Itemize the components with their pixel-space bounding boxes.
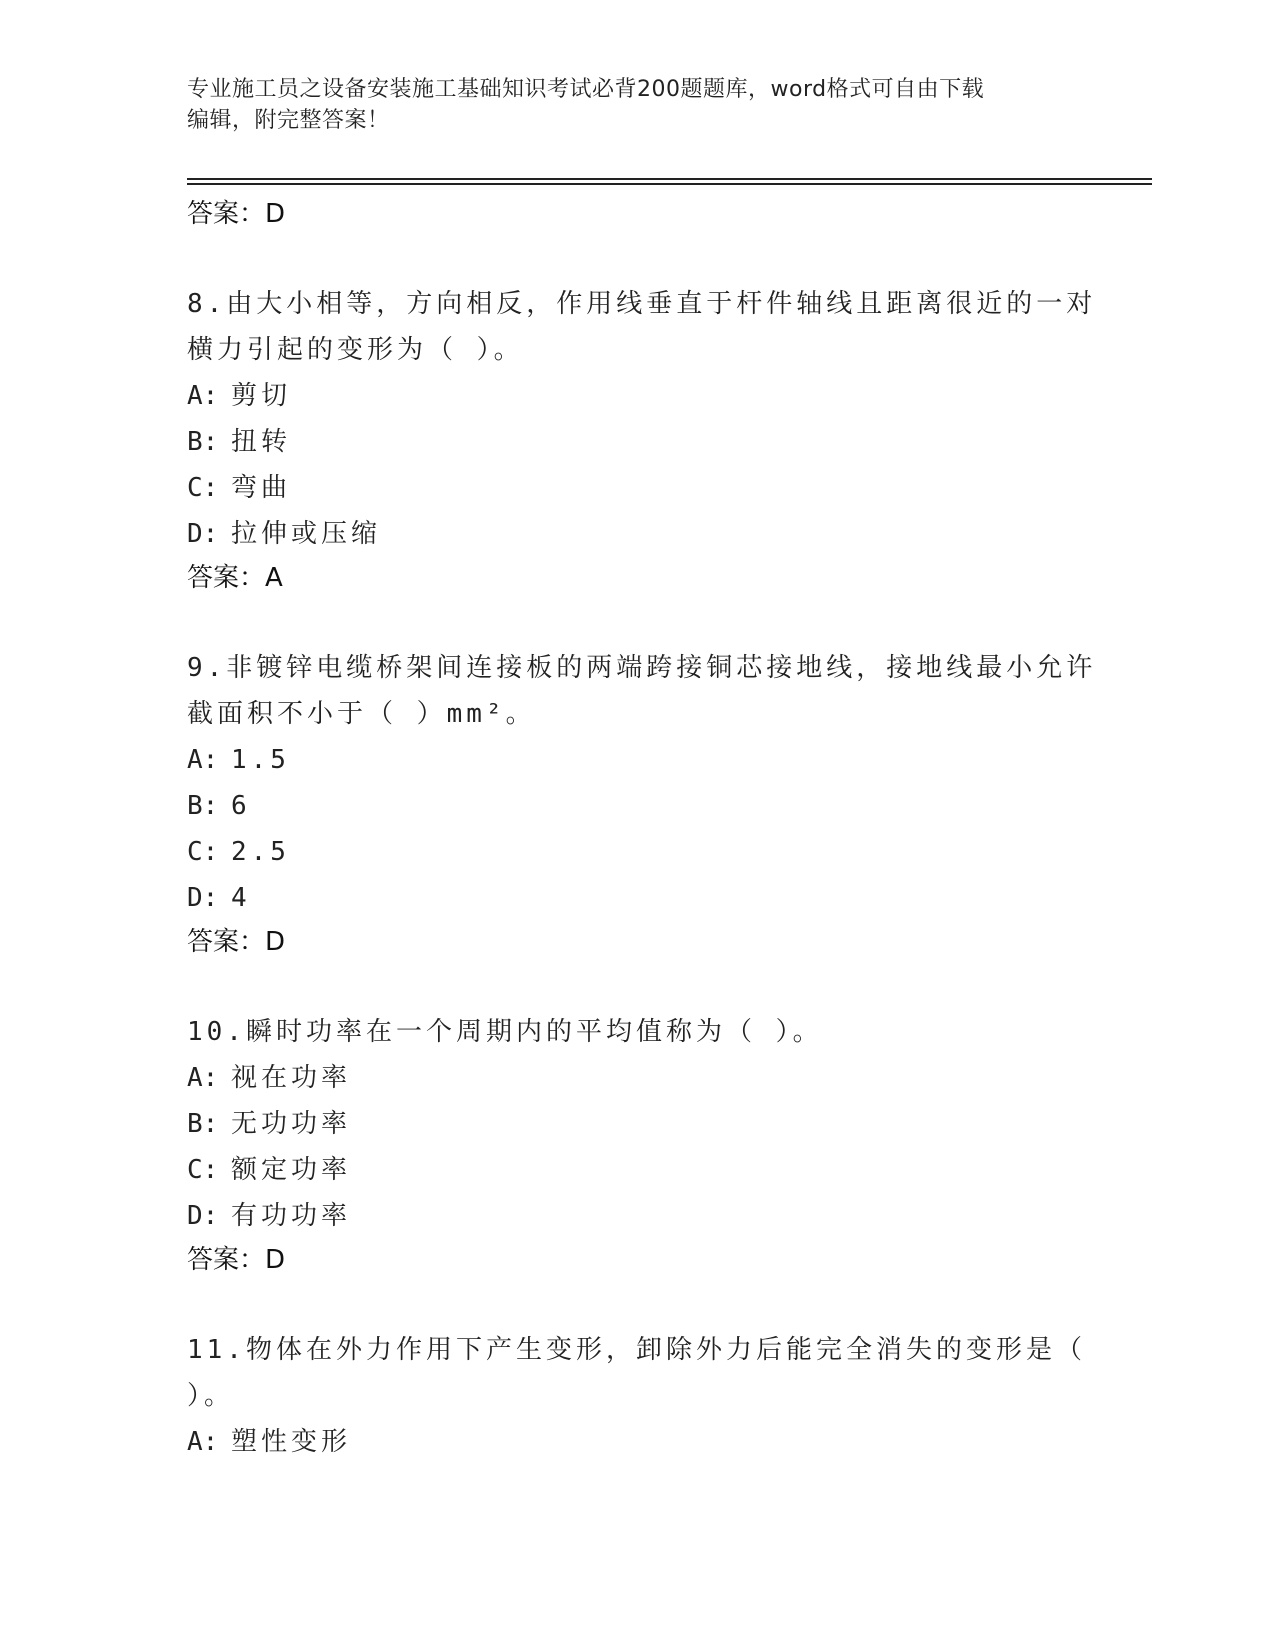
option-text: 额定功率 bbox=[231, 1155, 352, 1185]
option-d bbox=[187, 511, 1087, 557]
question-block bbox=[187, 281, 1097, 645]
spacer bbox=[187, 1281, 1087, 1327]
option-text: 6 bbox=[231, 791, 251, 821]
spacer bbox=[187, 235, 1087, 281]
option-text: 弯曲 bbox=[231, 473, 292, 503]
option-label: A: bbox=[187, 745, 219, 775]
option-c bbox=[187, 1147, 1087, 1193]
header-rule-bottom bbox=[187, 183, 1152, 185]
option-label: B: bbox=[187, 427, 219, 457]
option-text: 4 bbox=[231, 883, 251, 913]
option-label: C: bbox=[187, 837, 219, 867]
option-label: D: bbox=[187, 519, 219, 549]
option-label: C: bbox=[187, 473, 219, 503]
option-text: 视在功率 bbox=[231, 1063, 352, 1093]
question-block bbox=[187, 645, 1097, 1009]
option-a bbox=[187, 737, 1087, 783]
option-label: D: bbox=[187, 883, 219, 913]
question-block bbox=[187, 1327, 1087, 1465]
option-text: 塑性变形 bbox=[231, 1427, 352, 1457]
question-text-line: 10.瞬时功率在一个周期内的平均值称为（ ）。 bbox=[187, 1017, 823, 1047]
option-b bbox=[187, 783, 1087, 829]
question-text-line: 横力引起的变形为（ ）。 bbox=[187, 335, 524, 365]
question-text-line: 截面积不小于（ ）mm²。 bbox=[187, 699, 536, 729]
option-label: B: bbox=[187, 1109, 219, 1139]
option-text: 2.5 bbox=[231, 837, 290, 867]
option-a bbox=[187, 1419, 1087, 1465]
option-label: B: bbox=[187, 791, 219, 821]
option-b bbox=[187, 419, 1087, 465]
option-d bbox=[187, 1193, 1087, 1239]
spacer bbox=[187, 599, 1087, 645]
header-line-1: 专业施工员之设备安装施工基础知识考试必背200题题库，word格式可自由下载 bbox=[187, 77, 985, 102]
document-body bbox=[187, 193, 1097, 1465]
option-text: 有功功率 bbox=[231, 1201, 352, 1231]
option-text: 拉伸或压缩 bbox=[231, 519, 382, 549]
option-label: C: bbox=[187, 1155, 219, 1185]
option-c bbox=[187, 829, 1087, 875]
option-text: 1.5 bbox=[231, 745, 290, 775]
document-header bbox=[187, 74, 1087, 136]
answer-line: 答案：D bbox=[187, 1245, 286, 1275]
option-label: D: bbox=[187, 1201, 219, 1231]
option-b bbox=[187, 1101, 1087, 1147]
option-label: A: bbox=[187, 1063, 219, 1093]
question-text-line: 11.物体在外力作用下产生变形，卸除外力后能完全消失的变形是（ bbox=[187, 1335, 1086, 1365]
answer-line: 答案：D bbox=[187, 927, 286, 957]
option-a bbox=[187, 373, 1087, 419]
option-a bbox=[187, 1055, 1087, 1101]
option-text: 剪切 bbox=[231, 381, 292, 411]
answer-line: 答案：D bbox=[187, 199, 286, 229]
option-label: A: bbox=[187, 1427, 219, 1457]
question-text-line: ）。 bbox=[187, 1381, 235, 1411]
option-label: A: bbox=[187, 381, 219, 411]
header-line-2: 编辑，附完整答案！ bbox=[187, 108, 390, 133]
option-text: 无功功率 bbox=[231, 1109, 352, 1139]
question-text-line: 9.非镀锌电缆桥架间连接板的两端跨接铜芯接地线，接地线最小允许 bbox=[187, 653, 1097, 683]
option-c bbox=[187, 465, 1087, 511]
header-rule-top bbox=[187, 178, 1152, 180]
option-d bbox=[187, 875, 1087, 921]
question-block bbox=[187, 1009, 1087, 1327]
question-text-line: 8.由大小相等，方向相反，作用线垂直于杆件轴线且距离很近的一对 bbox=[187, 289, 1097, 319]
answer-line: 答案：A bbox=[187, 563, 283, 593]
option-text: 扭转 bbox=[231, 427, 292, 457]
spacer bbox=[187, 963, 1087, 1009]
